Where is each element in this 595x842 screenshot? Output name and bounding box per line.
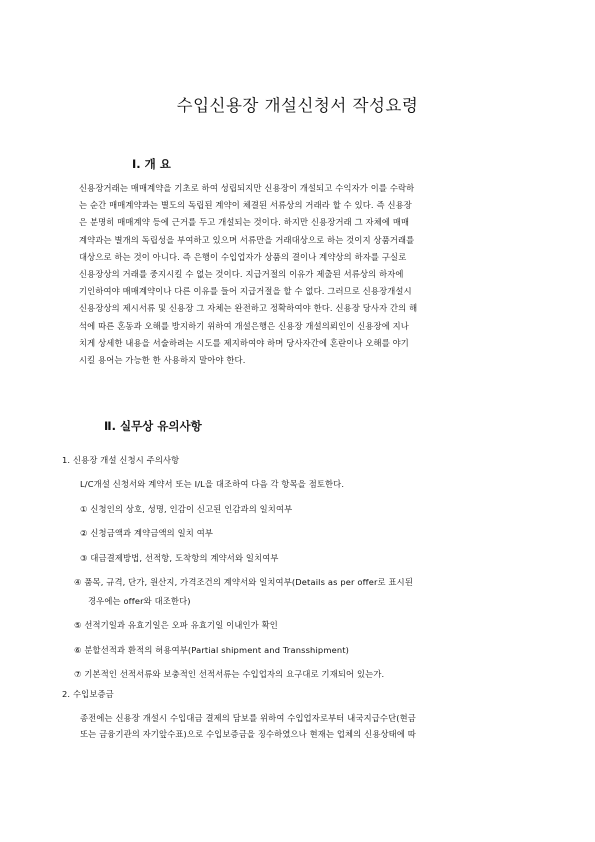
checklist-point-continued: 경우에는 offer와 대조한다) [88, 596, 191, 606]
checklist-point: ② 신청금액과 계약금액의 일치 여부 [80, 528, 214, 538]
checklist-point: ⑥ 분할선적과 환적의 허용여부(Partial shipment and Transshipment) [74, 645, 350, 655]
paragraph-line: 신용장거래는 매매계약을 기초로 하여 성립되지만 신용장이 개설되고 수익자가 이를 수락하 [79, 183, 415, 193]
item-1-title: 1. 신용장 개설 신청시 주의사항 [62, 455, 180, 465]
paragraph-line: 대상으로 하는 것이 아니다. 즉 은행이 수입업자가 상품의 결이나 계약상의 하자를 구실로 [79, 251, 407, 262]
item-1-intro: L/C개설 신청서와 계약서 또는 I/L을 대조하여 다음 각 항목을 점토한다. [80, 479, 345, 489]
paragraph-line: 는 순간 매매계약과는 별도의 독립된 계약이 체결된 서류상의 거래라 할 수 있다. 즉 신용장 [79, 200, 412, 211]
section-heading-practice: Ⅱ. 실무상 유의사항 [104, 419, 202, 433]
checklist-point: ① 신청인의 상호, 성명, 인감이 신고된 인감과의 일치여부 [80, 504, 293, 514]
paragraph-line: 계약과는 별개의 독립성을 부여하고 있으며 서류만을 거래대상으로 하는 것이지 상품거래를 [79, 234, 415, 245]
checklist-point: ④ 품목, 규격, 단가, 원산지, 가격조건의 계약서와 일치여부(Details as per offer로 표시된 [74, 577, 414, 587]
checklist-point: ⑤ 선적기일과 유효기일은 오파 유효기일 이내인가 확인 [74, 620, 278, 630]
paragraph-line: 치게 상세한 내용을 서술하려는 시도를 제지하여야 하며 당사자간에 혼란이나 오해를 야기 [79, 337, 409, 348]
paragraph-line: 시킬 용어는 가능한 한 사용하지 말아야 한다. [79, 354, 246, 365]
checklist-point: ⑦ 기본적인 선적서류와 보충적인 선적서류는 수입업자의 요구대로 기재되어 있는가. [74, 669, 385, 679]
paragraph-line: 또는 금융기관의 자기앞수표)으로 수입보증금을 징수하였으나 현재는 업체의 신용상태에 따 [80, 729, 416, 739]
paragraph-line: 종전에는 신용장 개설시 수입대금 결제의 담보를 위하여 수입업자로부터 내국지급수단(현금 [80, 713, 416, 723]
paragraph-line: 은 분명히 매매계약 등에 근거를 두고 개설되는 것이다. 하지만 신용장거래 그 자체에 매매 [79, 217, 410, 228]
paragraph-line: 신용장상의 거래를 중지시킬 수 없는 것이다. 지급거절의 이유가 제출된 서류상의 하자에 [79, 268, 404, 279]
item-2-title: 2. 수입보증금 [62, 689, 114, 699]
overview-paragraph [79, 180, 417, 369]
paragraph-line: 신용장상의 제시서류 및 신용장 그 자체는 완전하고 정확하여야 한다. 신용장 당사자 간의 해 [79, 303, 418, 314]
section-heading-overview: Ⅰ. 개 요 [132, 157, 171, 171]
paragraph-line: 석에 따른 혼동과 오해를 방지하기 위하여 개설은행은 신용장 개설의뢰인이 신용장에 지나 [79, 320, 409, 331]
checklist-point: ③ 대금결제방법, 선적항, 도착항의 계약서와 일치여부 [80, 553, 279, 563]
paragraph-line: 기인하여야 매매계약이나 다른 이유를 들어 지급거절을 할 수 없다. 그러므로 신용장개설시 [79, 286, 412, 297]
document-title: 수입신용장 개설신청서 작성요령 [176, 96, 419, 115]
